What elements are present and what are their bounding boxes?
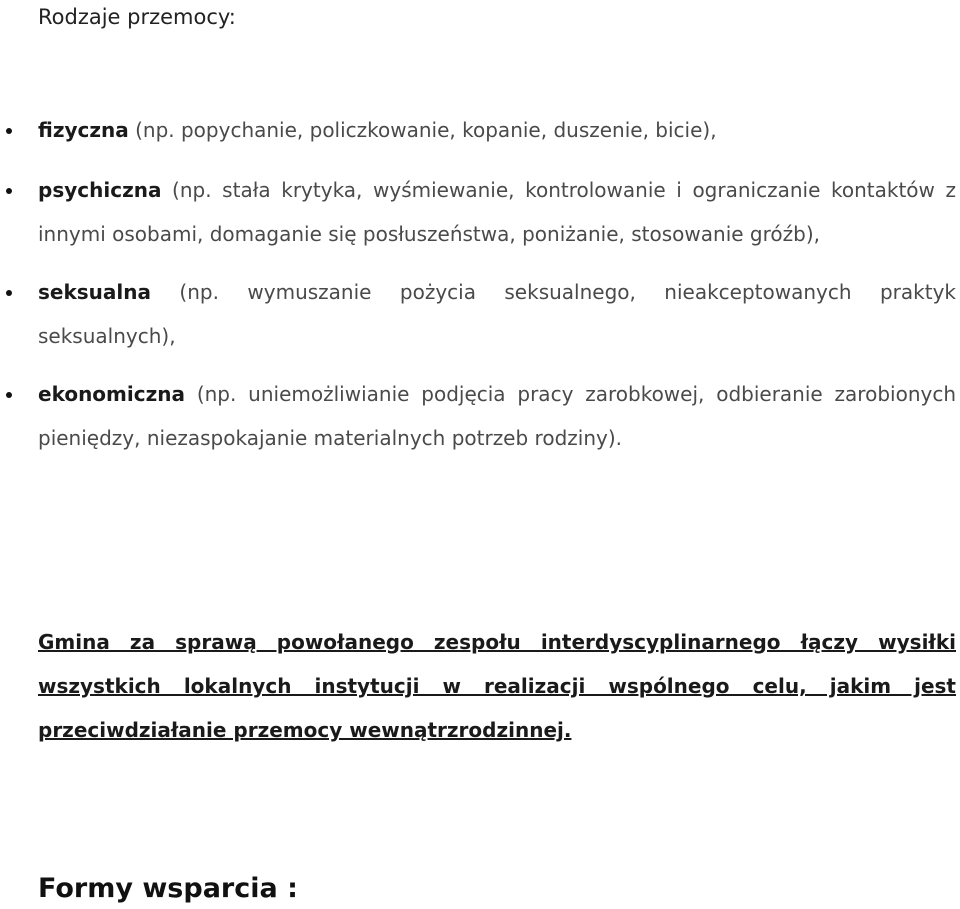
term-description: (np. popychanie, policzkowanie, kopanie, duszenie, bicie),: [128, 118, 717, 142]
list-item-sexual: [38, 270, 956, 358]
bullet-icon: [6, 290, 12, 296]
list-item-psychological: [38, 168, 956, 256]
intro-text: Rodzaje przemocy:: [38, 5, 236, 29]
term-label: psychiczna: [38, 178, 162, 202]
violence-types-list: [38, 108, 956, 474]
term-description: (np. uniemożliwianie podjęcia pracy zarobkowej, odbieranie zarobionych pieniędzy, niezaspokajanie materialnych potrzeb rodziny).: [38, 382, 956, 450]
bullet-icon: [6, 188, 12, 194]
term-label: ekonomiczna: [38, 382, 185, 406]
term-description: (np. wymuszanie pożycia seksualnego, nieakceptowanych praktyk seksualnych),: [38, 280, 956, 348]
list-item-economic: [38, 372, 956, 460]
term-label: seksualna: [38, 280, 151, 304]
bullet-icon: [6, 128, 12, 134]
support-forms-heading: Formy wsparcia :: [38, 873, 298, 904]
term-label: fizyczna: [38, 118, 129, 142]
interdisciplinary-team-statement: Gmina za sprawą powołanego zespołu interdyscyplinarnego łączy wysiłki wszystkich lokalnych instytucji w realizacji wspólnego celu, jakim jest przeciwdziałanie przemocy wewnątrzrodzinnej.: [38, 630, 956, 742]
list-item-physical: [38, 108, 956, 152]
term-description: (np. stała krytyka, wyśmiewanie, kontrolowanie i ograniczanie kontaktów z innymi osobami, domaganie się posłuszeństwa, poniżanie, stosowanie gróźb),: [38, 178, 956, 246]
bullet-icon: [6, 392, 12, 398]
